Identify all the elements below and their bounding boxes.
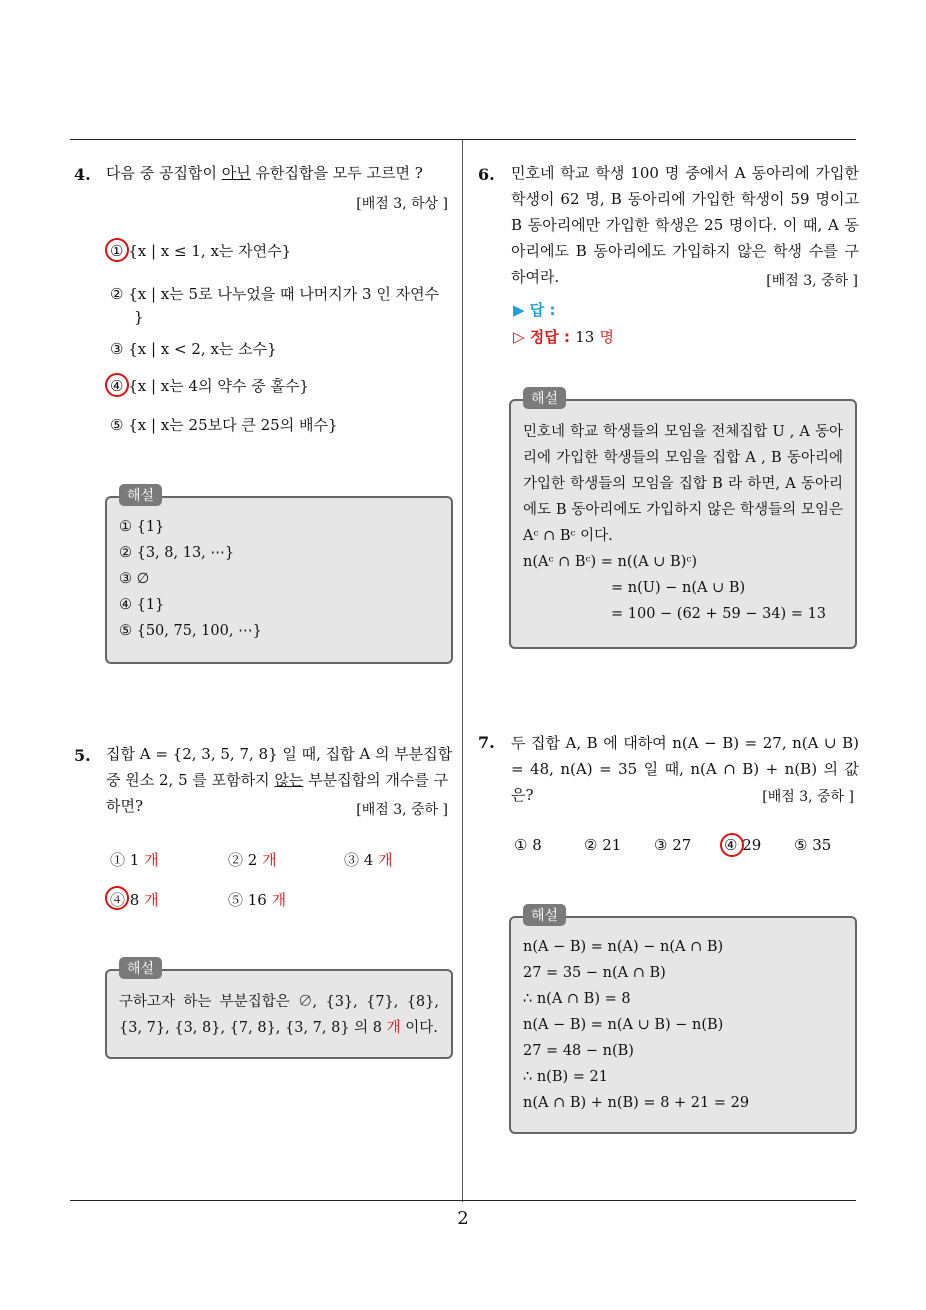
q4-option-5[interactable]: ⑤ {x | x는 25보다 큰 25의 배수} xyxy=(110,416,338,434)
q6-sol-line-1: n(Aᶜ ∩ Bᶜ) = n((A ∪ B)ᶜ) xyxy=(523,554,698,570)
q7-option-5[interactable]: ⑤ 35 xyxy=(794,836,832,854)
q7-sol-line-6: ∴ n(B) = 21 xyxy=(523,1069,608,1085)
q5-solution-tag: 해설 xyxy=(119,957,162,979)
q6-sol-text: 민호네 학교 학생들의 모임을 전체집합 U , A 동아리에 가입한 학생들의 모임을 집합 A , B 동아리에 가입한 학생들의 모임을 집합 B 라 하면, A 동아리에도 B 동아리에도 가입하지 않은 학생들의 모임은 Aᶜ ∩ Bᶜ 이다. xyxy=(523,424,843,544)
q4-sol-line-5: ⑤ {50, 75, 100, ⋯} xyxy=(119,623,262,639)
q7-solution-body xyxy=(523,934,843,1116)
q7-number: 7. xyxy=(478,733,495,752)
q7-sol-line-3: ∴ n(A ∩ B) = 8 xyxy=(523,991,631,1007)
q5-solution-box xyxy=(105,961,453,1059)
q4-option-4[interactable]: ④ {x | x는 4의 약수 중 홀수} xyxy=(110,377,309,395)
q7-sol-line-2: 27 = 35 − n(A ∩ B) xyxy=(523,965,666,981)
q5-option-4[interactable]: ④ 8 개 xyxy=(110,891,159,909)
q4-solution-box xyxy=(105,488,453,664)
q5-option-3[interactable]: ③ 4 개 xyxy=(344,851,393,869)
q6-text: 민호네 학교 학생 100 명 중에서 A 동아리에 가입한 학생이 62 명, B 동아리에 가입한 학생이 59 명이고 B 동아리에만 가입한 학생은 25 명이다. 이 때, A 동아리에도 B 동아리에도 가입하지 않은 학생 수를 구하여라. xyxy=(511,164,859,286)
q4-sol-line-2: ② {3, 8, 13, ⋯} xyxy=(119,545,235,561)
q7-sol-line-7: n(A ∩ B) + n(B) = 8 + 21 = 29 xyxy=(523,1095,750,1111)
q7-option-3[interactable]: ③ 27 xyxy=(654,836,692,854)
q7-sol-line-4: n(A − B) = n(A ∪ B) − n(B) xyxy=(523,1017,724,1033)
column-divider xyxy=(462,140,463,1202)
q4-sol-line-3: ③ ∅ xyxy=(119,571,150,587)
q4-option-3[interactable]: ③ {x | x < 2, x는 소수} xyxy=(110,340,277,358)
q5-option-5[interactable]: ⑤ 16 개 xyxy=(228,891,287,909)
q5-number: 5. xyxy=(74,746,91,765)
q7-solution-box xyxy=(509,908,857,1134)
q5-text: 집합 A = {2, 3, 5, 7, 8} 일 때, 집합 A 의 부분집합 중 원소 2, 5 를 포함하지 않는 부분집합의 개수를 구하면? xyxy=(106,745,453,815)
q5-option-1[interactable]: ① 1 개 xyxy=(110,851,159,869)
q7-option-1[interactable]: ① 8 xyxy=(514,836,542,854)
q4-option-2-cont: } xyxy=(134,308,144,326)
bottom-rule xyxy=(70,1200,856,1201)
q7-sol-line-1: n(A − B) = n(A) − n(A ∩ B) xyxy=(523,939,724,955)
top-rule xyxy=(70,139,856,140)
q4-meta: [배점 3, 하상 ] xyxy=(356,196,448,212)
q6-solution-box xyxy=(509,391,857,649)
q7-option-4[interactable]: ④ 29 xyxy=(724,836,762,854)
q5-meta: [배점 3, 중하 ] xyxy=(356,802,448,818)
q6-answer-label: ▶ 답 : xyxy=(513,301,556,319)
q7-meta: [배점 3, 중하 ] xyxy=(762,789,854,805)
q6-number: 6. xyxy=(478,165,495,184)
q6-sol-line-3: = 100 − (62 + 59 − 34) = 13 xyxy=(611,606,827,622)
q5-solution-body: 구하고자 하는 부분집합은 ∅, {3}, {7}, {8}, {3, 7}, {3, 8}, {7, 8}, {3, 7, 8} 의 8 개 이다. xyxy=(119,994,439,1036)
q4-option-2[interactable]: ② {x | x는 5로 나누었을 때 나머지가 3 인 자연수 xyxy=(110,285,440,303)
q4-option-1[interactable]: ① {x | x ≤ 1, x는 자연수} xyxy=(110,242,292,260)
q4-solution-body xyxy=(119,514,439,644)
q4-number: 4. xyxy=(74,165,91,184)
q5-option-2[interactable]: ② 2 개 xyxy=(228,851,277,869)
q4-text: 다음 중 공집합이 아닌 유한집합을 모두 고르면 ? xyxy=(106,164,423,182)
q4-solution-tag: 해설 xyxy=(119,484,162,506)
q6-solution-tag: 해설 xyxy=(523,387,566,409)
q6-correct-answer: ▷ 정답 : 13 명 xyxy=(513,328,615,346)
q7-text: 두 집합 A, B 에 대하여 n(A − B) = 27, n(A ∪ B) = 48, n(A) = 35 일 때, n(A ∩ B) + n(B) 의 값은? xyxy=(511,734,859,804)
q6-solution-body xyxy=(523,419,843,627)
q7-sol-line-5: 27 = 48 − n(B) xyxy=(523,1043,634,1059)
q4-sol-line-1: ① {1} xyxy=(119,519,165,535)
page-number: 2 xyxy=(457,1208,469,1229)
q4-sol-line-4: ④ {1} xyxy=(119,597,165,613)
q6-meta: [배점 3, 중하 ] xyxy=(766,273,858,289)
q6-sol-line-2: = n(U) − n(A ∪ B) xyxy=(611,580,746,596)
q7-option-2[interactable]: ② 21 xyxy=(584,836,622,854)
q7-solution-tag: 해설 xyxy=(523,904,566,926)
